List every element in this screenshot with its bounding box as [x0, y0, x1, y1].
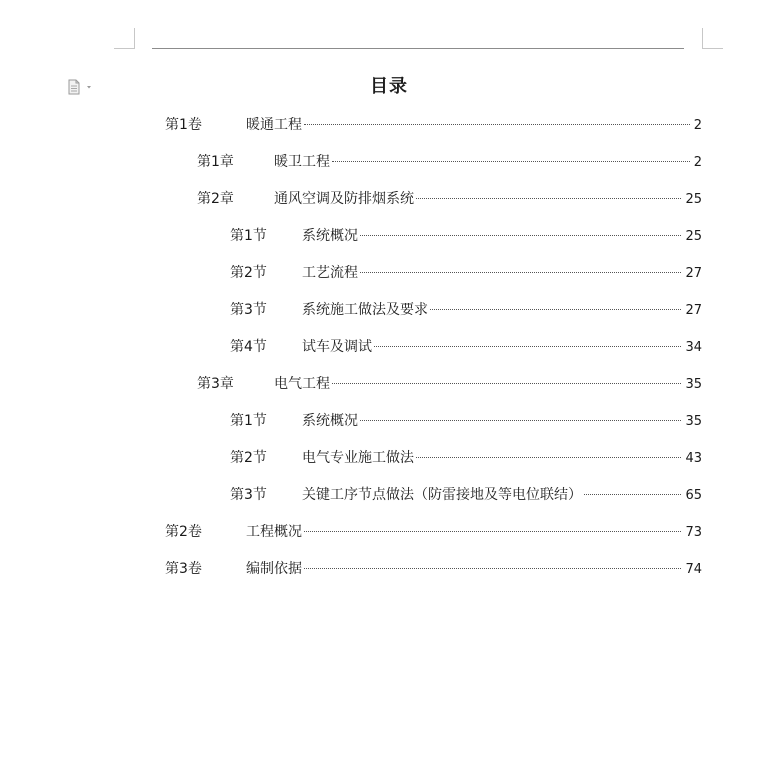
- toc-entry-page: 73: [685, 525, 702, 540]
- toc-entry-page: 27: [685, 303, 702, 318]
- toc-entry[interactable]: [165, 558, 702, 580]
- dot-leader: [332, 161, 690, 162]
- toc-entry-number: 第1节: [230, 228, 267, 244]
- toc-entry-title: 通风空调及防排烟系统: [274, 191, 414, 207]
- page-corner-mark-right: [702, 28, 723, 49]
- toc-entry[interactable]: [230, 410, 702, 432]
- toc-entry[interactable]: [230, 262, 702, 284]
- toc-entry-title: 编制依据: [246, 561, 302, 577]
- dot-leader: [430, 309, 681, 310]
- toc-entry-page: 25: [685, 192, 702, 207]
- page-corner-mark-left: [114, 28, 135, 49]
- toc-entry-number: 第2卷: [165, 524, 202, 540]
- dot-leader: [304, 124, 690, 125]
- toc-entry[interactable]: [165, 114, 702, 136]
- toc-entry-number: 第3节: [230, 487, 267, 503]
- toc-entry-page: 74: [685, 562, 702, 577]
- toc-entry-page: 2: [693, 155, 702, 170]
- toc-entry-page: 35: [685, 377, 702, 392]
- dot-leader: [360, 235, 681, 236]
- toc-entry[interactable]: [197, 151, 702, 173]
- toc-entry-title: 暖通工程: [246, 117, 302, 133]
- toc-entry-page: 25: [685, 229, 702, 244]
- dot-leader: [304, 531, 681, 532]
- toc-entry-title: 暖卫工程: [274, 154, 330, 170]
- toc-entry-number: 第4节: [230, 339, 267, 355]
- toc-entry-title: 系统概况: [302, 413, 358, 429]
- toc-entry-title: 电气工程: [274, 376, 330, 392]
- toc-entry-number: 第3章: [197, 376, 234, 392]
- toc-entry-title: 关键工序节点做法（防雷接地及等电位联结）: [302, 487, 582, 503]
- toc-entry-page: 43: [685, 451, 702, 466]
- toc-entry-page: 65: [685, 488, 702, 503]
- toc-entry[interactable]: [230, 484, 702, 506]
- toc-entry-number: 第1节: [230, 413, 267, 429]
- dot-leader: [584, 494, 681, 495]
- toc-entry[interactable]: [230, 336, 702, 358]
- dot-leader: [360, 272, 681, 273]
- toc-entry[interactable]: [230, 447, 702, 469]
- toc-entry-number: 第2章: [197, 191, 234, 207]
- toc-entry-page: 34: [685, 340, 702, 355]
- toc-entry-title: 系统概况: [302, 228, 358, 244]
- toc-entry-number: 第3卷: [165, 561, 202, 577]
- toc-entry-number: 第1卷: [165, 117, 202, 133]
- header-rule: [152, 48, 684, 49]
- dot-leader: [374, 346, 681, 347]
- dot-leader: [416, 198, 681, 199]
- toc-entry[interactable]: [165, 521, 702, 543]
- toc-entry-number: 第1章: [197, 154, 234, 170]
- toc-entry-title: 工程概况: [246, 524, 302, 540]
- toc-entry-title: 工艺流程: [302, 265, 358, 281]
- dot-leader: [416, 457, 681, 458]
- toc-entry-title: 电气专业施工做法: [302, 450, 414, 466]
- dot-leader: [304, 568, 681, 569]
- toc-entry-number: 第3节: [230, 302, 267, 318]
- toc-entry-title: 系统施工做法及要求: [302, 302, 428, 318]
- toc-entry[interactable]: [197, 188, 702, 210]
- dot-leader: [332, 383, 681, 384]
- dot-leader: [360, 420, 681, 421]
- toc-entry-title: 试车及调试: [302, 339, 372, 355]
- toc-heading: 目录: [370, 76, 408, 97]
- toc-entry[interactable]: [197, 373, 702, 395]
- toc-entry-page: 35: [685, 414, 702, 429]
- toc-entry-number: 第2节: [230, 450, 267, 466]
- toc-entry[interactable]: [230, 299, 702, 321]
- toc-entry-page: 27: [685, 266, 702, 281]
- toc-entry[interactable]: [230, 225, 702, 247]
- toc-entry-page: 2: [693, 118, 702, 133]
- toc-entry-number: 第2节: [230, 265, 267, 281]
